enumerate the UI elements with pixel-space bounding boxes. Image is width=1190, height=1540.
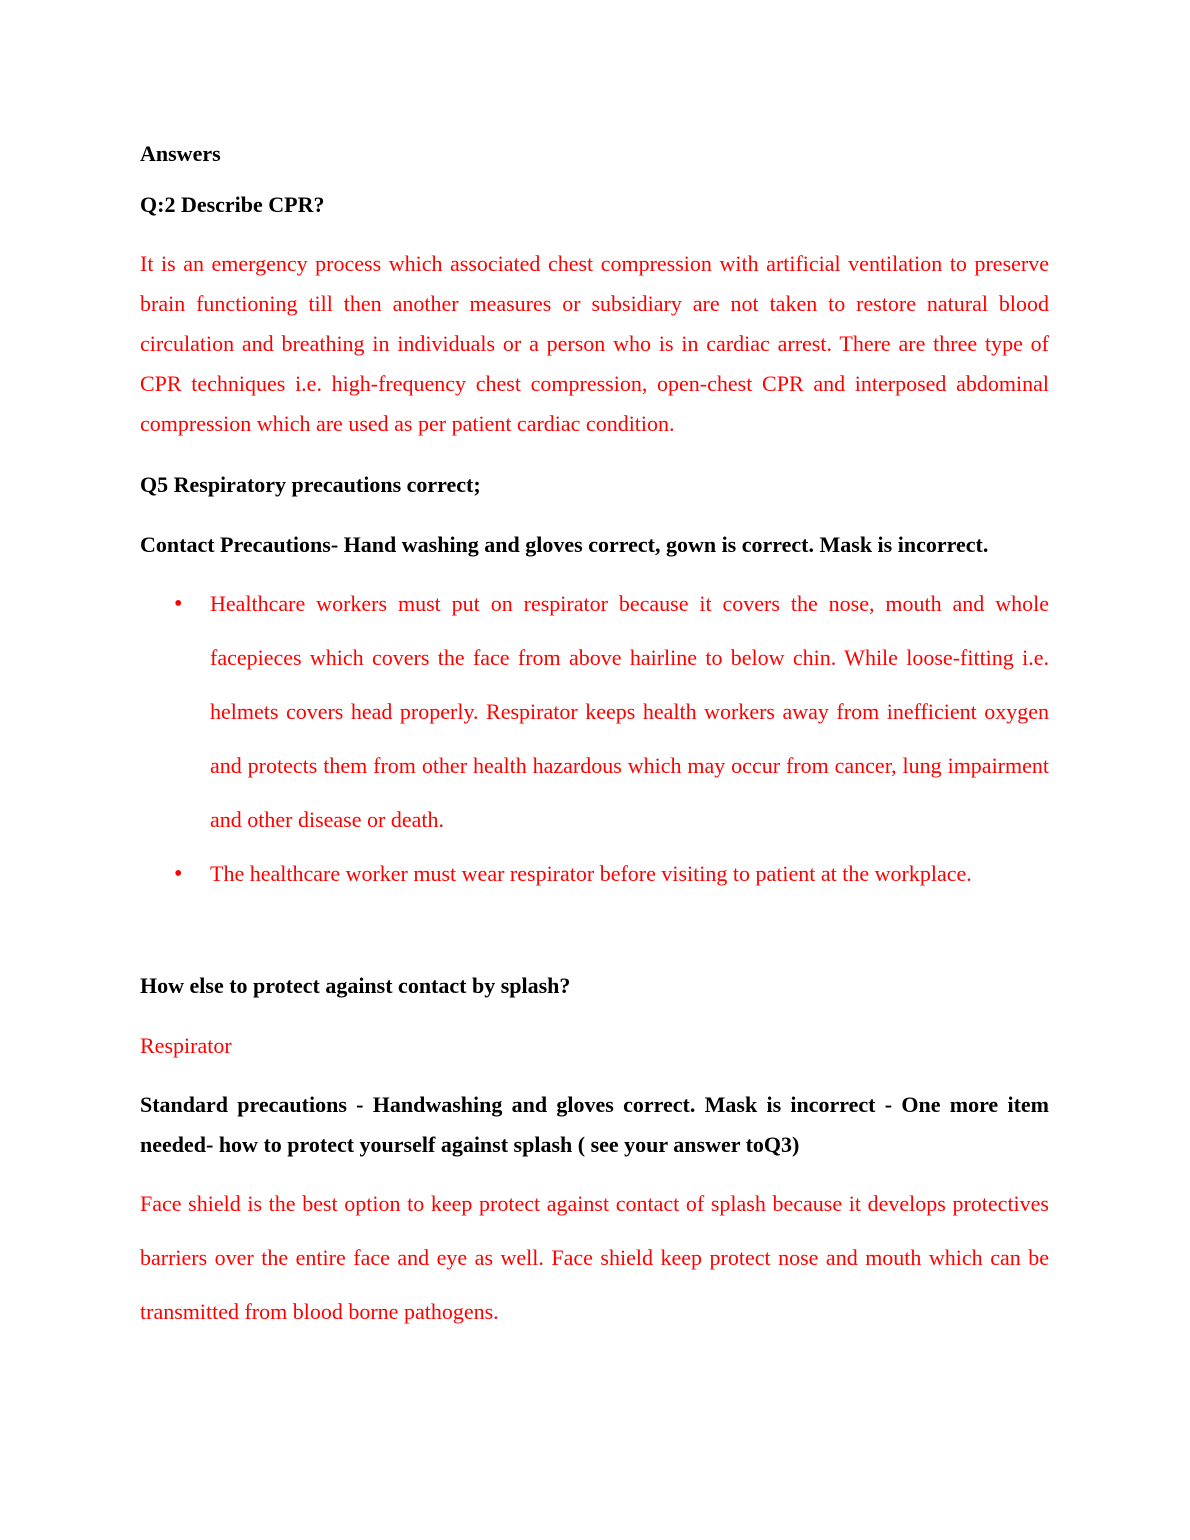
page-heading: Answers: [140, 141, 221, 166]
list-item: [140, 847, 1049, 901]
q2-question: Q:2 Describe CPR?: [140, 192, 325, 217]
bullet-text: Healthcare workers must put on respirator because it covers the nose, mouth and whole facepieces which covers the face from above hairline to below chin. While loose-fitting i.e. helmets covers head properly. Respirator keeps health workers away from inefficient oxygen and protects them from other health hazardous which may occur from cancer, lung impairment and other disease or death.: [210, 591, 1049, 832]
bullet-icon: •: [174, 861, 183, 887]
list-item: [140, 577, 1049, 847]
standard-precautions-answer: Face shield is the best option to keep protect against contact of splash because it develops protectives barriers over the entire face and eye as well. Face shield keep protect nose and mouth which can be transmitted from blood borne pathogens.: [140, 1191, 1049, 1324]
q2-answer: It is an emergency process which associated chest compression with artificial ventilation to preserve brain functioning till then another measures or subsidiary are not taken to restore natural blood circulation and breathing in individuals or a person who is in cardiac arrest. There are three type of CPR techniques i.e. high-frequency chest compression, open-chest CPR and interposed abdominal compression which are used as per patient cardiac condition.: [140, 251, 1049, 436]
q5-bullet-list: [140, 577, 1049, 901]
standard-precautions-title: Standard precautions - Handwashing and gloves correct. Mask is incorrect - One more item needed- how to protect yourself against splash ( see your answer toQ3): [140, 1092, 1049, 1157]
contact-precautions: Contact Precautions- Hand washing and gloves correct, gown is correct. Mask is incorrect.: [140, 532, 989, 557]
bullet-text: The healthcare worker must wear respirator before visiting to patient at the workplace.: [210, 861, 972, 886]
splash-answer: Respirator: [140, 1033, 232, 1058]
bullet-icon: •: [174, 591, 183, 617]
q5-title: Q5 Respiratory precautions correct;: [140, 472, 481, 497]
splash-question: How else to protect against contact by splash?: [140, 973, 571, 998]
